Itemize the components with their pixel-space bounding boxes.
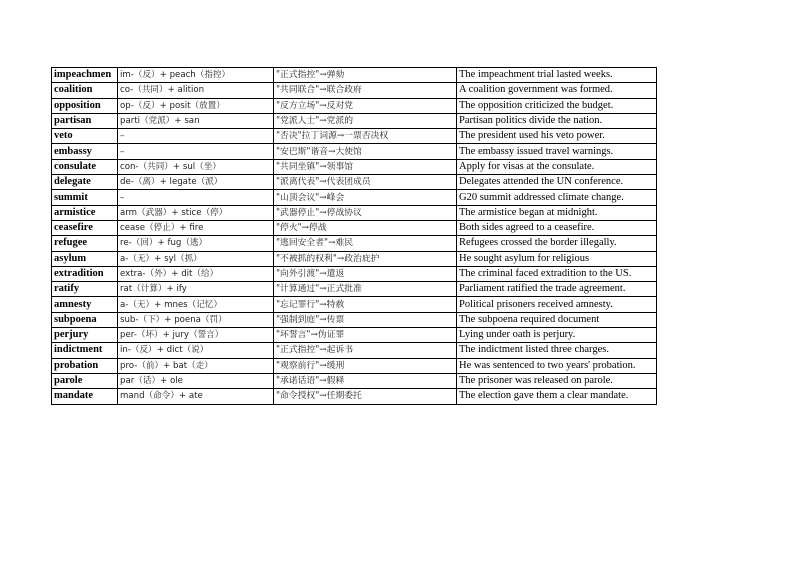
word-cell: coalition bbox=[52, 83, 118, 98]
word-cell: mandate bbox=[52, 389, 118, 404]
morpheme-cell: parti（党派）+ san bbox=[118, 113, 274, 128]
morpheme-cell: in-（反）+ dict（说） bbox=[118, 343, 274, 358]
word-cell: refugee bbox=[52, 236, 118, 251]
morpheme-cell: im-（反）+ peach（指控） bbox=[118, 68, 274, 83]
mnemonic-cell: "命令授权"→任期委托 bbox=[274, 389, 457, 404]
mnemonic-cell: "向外引渡"→遣返 bbox=[274, 266, 457, 281]
morpheme-cell: – bbox=[118, 190, 274, 205]
mnemonic-cell: "忘记罪行"→特赦 bbox=[274, 297, 457, 312]
example-sentence-cell: The embassy issued travel warnings. bbox=[457, 144, 657, 159]
example-sentence-cell: Delegates attended the UN conference. bbox=[457, 175, 657, 190]
morpheme-cell: con-（共同）+ sul（坐） bbox=[118, 159, 274, 174]
table-row bbox=[52, 358, 657, 373]
mnemonic-cell: "承诺话语"→假释 bbox=[274, 373, 457, 388]
example-sentence-cell: The criminal faced extradition to the US. bbox=[457, 266, 657, 281]
morpheme-cell: re-（回）+ fug（逃） bbox=[118, 236, 274, 251]
morpheme-cell: pro-（前）+ bat（走） bbox=[118, 358, 274, 373]
morpheme-cell: arm（武器）+ stice（停） bbox=[118, 205, 274, 220]
example-sentence-cell: Partisan politics divide the nation. bbox=[457, 113, 657, 128]
word-cell: subpoena bbox=[52, 312, 118, 327]
table-row bbox=[52, 343, 657, 358]
example-sentence-cell: The indictment listed three charges. bbox=[457, 343, 657, 358]
word-cell: impeachmen bbox=[52, 68, 118, 83]
mnemonic-cell: "正式指控"→起诉书 bbox=[274, 343, 457, 358]
table-row bbox=[52, 266, 657, 281]
morpheme-cell: sub-（下）+ poena（罚） bbox=[118, 312, 274, 327]
morpheme-cell: – bbox=[118, 144, 274, 159]
morpheme-cell: per-（坏）+ jury（誓言） bbox=[118, 328, 274, 343]
mnemonic-cell: "不被抓的权利"→政治庇护 bbox=[274, 251, 457, 266]
word-cell: armistice bbox=[52, 205, 118, 220]
example-sentence-cell: Refugees crossed the border illegally. bbox=[457, 236, 657, 251]
morpheme-cell: de-（离）+ legate（派） bbox=[118, 175, 274, 190]
mnemonic-cell: "武器停止"→停战协议 bbox=[274, 205, 457, 220]
morpheme-cell: – bbox=[118, 129, 274, 144]
table-row bbox=[52, 98, 657, 113]
word-cell: indictment bbox=[52, 343, 118, 358]
example-sentence-cell: Political prisoners received amnesty. bbox=[457, 297, 657, 312]
vocabulary-sheet bbox=[51, 67, 657, 405]
morpheme-cell: extra-（外）+ dit（给） bbox=[118, 266, 274, 281]
morpheme-cell: par（话）+ ole bbox=[118, 373, 274, 388]
example-sentence-cell: A coalition government was formed. bbox=[457, 83, 657, 98]
mnemonic-cell: "安巴斯"谐音→大使馆 bbox=[274, 144, 457, 159]
mnemonic-cell: "反方立场"→反对党 bbox=[274, 98, 457, 113]
mnemonic-cell: "逃回安全者"→难民 bbox=[274, 236, 457, 251]
word-cell: ceasefire bbox=[52, 220, 118, 235]
table-row bbox=[52, 220, 657, 235]
vocabulary-table-body bbox=[52, 68, 657, 405]
word-cell: opposition bbox=[52, 98, 118, 113]
table-row bbox=[52, 312, 657, 327]
mnemonic-cell: "观察前行"→缓刑 bbox=[274, 358, 457, 373]
word-cell: consulate bbox=[52, 159, 118, 174]
word-cell: embassy bbox=[52, 144, 118, 159]
word-cell: parole bbox=[52, 373, 118, 388]
mnemonic-cell: "党派人士"→党派的 bbox=[274, 113, 457, 128]
word-cell: asylum bbox=[52, 251, 118, 266]
table-row bbox=[52, 159, 657, 174]
mnemonic-cell: "强制到庭"→传票 bbox=[274, 312, 457, 327]
mnemonic-cell: "共同坐镇"→领事馆 bbox=[274, 159, 457, 174]
word-cell: partisan bbox=[52, 113, 118, 128]
example-sentence-cell: The president used his veto power. bbox=[457, 129, 657, 144]
example-sentence-cell: He was sentenced to two years' probation. bbox=[457, 358, 657, 373]
morpheme-cell: a-（无）+ syl（抓） bbox=[118, 251, 274, 266]
example-sentence-cell: The election gave them a clear mandate. bbox=[457, 389, 657, 404]
table-row bbox=[52, 190, 657, 205]
morpheme-cell: co-（共同）+ alition bbox=[118, 83, 274, 98]
mnemonic-cell: "正式指控"→弹劾 bbox=[274, 68, 457, 83]
mnemonic-cell: "否决"拉丁词源→一票否决权 bbox=[274, 129, 457, 144]
word-cell: delegate bbox=[52, 175, 118, 190]
word-cell: veto bbox=[52, 129, 118, 144]
example-sentence-cell: The impeachment trial lasted weeks. bbox=[457, 68, 657, 83]
table-row bbox=[52, 129, 657, 144]
mnemonic-cell: "坏誓言"→伪证罪 bbox=[274, 328, 457, 343]
example-sentence-cell: The subpoena required document bbox=[457, 312, 657, 327]
word-cell: probation bbox=[52, 358, 118, 373]
table-row bbox=[52, 205, 657, 220]
morpheme-cell: cease（停止）+ fire bbox=[118, 220, 274, 235]
morpheme-cell: mand（命令）+ ate bbox=[118, 389, 274, 404]
mnemonic-cell: "共同联合"→联合政府 bbox=[274, 83, 457, 98]
mnemonic-cell: "停火"→停战 bbox=[274, 220, 457, 235]
morpheme-cell: op-（反）+ posit（放置） bbox=[118, 98, 274, 113]
word-cell: summit bbox=[52, 190, 118, 205]
table-row bbox=[52, 83, 657, 98]
word-cell: amnesty bbox=[52, 297, 118, 312]
table-row bbox=[52, 373, 657, 388]
morpheme-cell: a-（无）+ mnes（记忆） bbox=[118, 297, 274, 312]
table-row bbox=[52, 297, 657, 312]
word-cell: perjury bbox=[52, 328, 118, 343]
table-row bbox=[52, 251, 657, 266]
example-sentence-cell: The opposition criticized the budget. bbox=[457, 98, 657, 113]
word-cell: ratify bbox=[52, 282, 118, 297]
morpheme-cell: rat（计算）+ ify bbox=[118, 282, 274, 297]
example-sentence-cell: Both sides agreed to a ceasefire. bbox=[457, 220, 657, 235]
table-row bbox=[52, 389, 657, 404]
table-row bbox=[52, 282, 657, 297]
table-row bbox=[52, 144, 657, 159]
table-row bbox=[52, 175, 657, 190]
example-sentence-cell: The prisoner was released on parole. bbox=[457, 373, 657, 388]
table-row bbox=[52, 113, 657, 128]
table-row bbox=[52, 328, 657, 343]
example-sentence-cell: The armistice began at midnight. bbox=[457, 205, 657, 220]
example-sentence-cell: Apply for visas at the consulate. bbox=[457, 159, 657, 174]
table-row bbox=[52, 236, 657, 251]
mnemonic-cell: "派离代表"→代表团成员 bbox=[274, 175, 457, 190]
example-sentence-cell: Parliament ratified the trade agreement. bbox=[457, 282, 657, 297]
example-sentence-cell: Lying under oath is perjury. bbox=[457, 328, 657, 343]
mnemonic-cell: "计算通过"→正式批准 bbox=[274, 282, 457, 297]
vocabulary-table bbox=[51, 67, 657, 405]
mnemonic-cell: "山顶会议"→峰会 bbox=[274, 190, 457, 205]
example-sentence-cell: He sought asylum for religious bbox=[457, 251, 657, 266]
example-sentence-cell: G20 summit addressed climate change. bbox=[457, 190, 657, 205]
word-cell: extradition bbox=[52, 266, 118, 281]
table-row bbox=[52, 68, 657, 83]
